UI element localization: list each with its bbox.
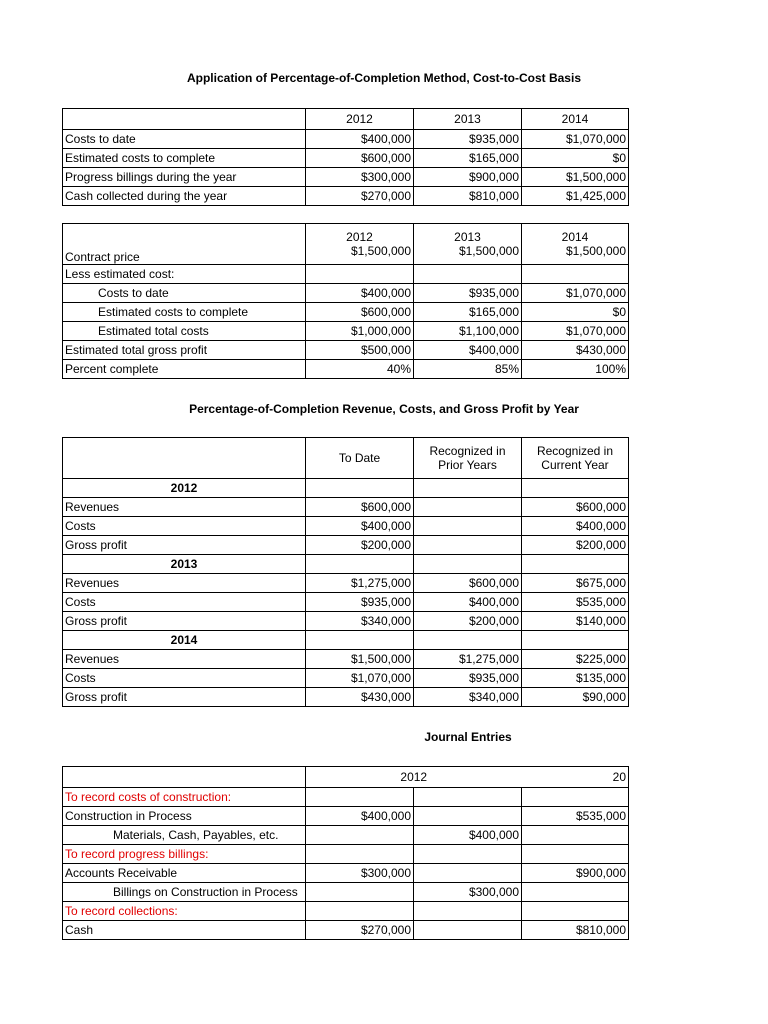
- row-label: Estimated costs to complete: [63, 149, 306, 168]
- row-label: Costs: [63, 593, 306, 612]
- cell-value: $900,000: [414, 168, 522, 187]
- cell-value: $200,000: [522, 536, 629, 555]
- entry-caption: To record progress billings:: [63, 845, 306, 864]
- year-label: 2013: [63, 555, 306, 574]
- table-row: [63, 612, 629, 631]
- table-row: [63, 130, 629, 149]
- cell-value: $675,000: [522, 574, 629, 593]
- cell-value: $340,000: [414, 688, 522, 707]
- cell-value: [306, 265, 414, 284]
- cell-value: $600,000: [306, 303, 414, 322]
- table-row: [63, 593, 629, 612]
- cell-value: $225,000: [522, 650, 629, 669]
- cell-value: $165,000: [414, 303, 522, 322]
- account-debit: Construction in Process: [63, 807, 306, 826]
- year-row: [63, 631, 629, 650]
- table-row: [63, 883, 629, 902]
- year-label: 2014: [561, 230, 589, 244]
- cell-value: $600,000: [414, 574, 522, 593]
- cell-value: $90,000: [522, 688, 629, 707]
- revenue-section-title: Percentage-of-Completion Revenue, Costs, and Gross Profit by Year: [189, 402, 579, 416]
- year-row: [63, 555, 629, 574]
- cell-value: [522, 883, 629, 902]
- cell-value: $1,500,000: [306, 650, 414, 669]
- year-label: 2012: [346, 230, 373, 244]
- row-label: Revenues: [63, 574, 306, 593]
- cell-value: $1,070,000: [306, 669, 414, 688]
- year-header: 2012: [306, 109, 414, 130]
- table-row: [63, 360, 629, 379]
- year-header: 20: [522, 767, 629, 788]
- cell-value: $1,100,000: [414, 322, 522, 341]
- cell-value: $200,000: [414, 612, 522, 631]
- table-row: [63, 517, 629, 536]
- cell-value: 40%: [306, 360, 414, 379]
- row-label: Costs: [63, 517, 306, 536]
- table-row: [63, 921, 629, 940]
- cell-value: [414, 807, 522, 826]
- empty-cell: [306, 845, 414, 864]
- cell-value: $135,000: [522, 669, 629, 688]
- cell-value: $1,000,000: [306, 322, 414, 341]
- empty-cell: [306, 631, 414, 650]
- year-label: 2012: [63, 479, 306, 498]
- gross-profit-table-header: [63, 224, 629, 265]
- empty-cell: [414, 479, 522, 498]
- empty-cell: [522, 555, 629, 574]
- cell-value: $0: [522, 149, 629, 168]
- table-row: [63, 669, 629, 688]
- cell-value: $935,000: [306, 593, 414, 612]
- costs-table: [62, 108, 629, 206]
- cell-value: $935,000: [414, 669, 522, 688]
- cell-value: [414, 864, 522, 883]
- entry-caption: To record costs of construction:: [63, 788, 306, 807]
- year-header: 2013: [414, 109, 522, 130]
- table-row: [63, 322, 629, 341]
- cell-value: $400,000: [522, 517, 629, 536]
- cell-value: $140,000: [522, 612, 629, 631]
- empty-cell: [414, 845, 522, 864]
- cell-value: [522, 826, 629, 845]
- table-row: [63, 826, 629, 845]
- cell-value: $935,000: [414, 284, 522, 303]
- cell-value: 85%: [414, 360, 522, 379]
- journal-table-header: [63, 767, 629, 788]
- empty-cell: [522, 845, 629, 864]
- revenue-table-corner: [63, 438, 306, 479]
- table-row: [63, 303, 629, 322]
- year-header: [414, 224, 522, 265]
- table-row: [63, 536, 629, 555]
- row-label: Cash collected during the year: [63, 187, 306, 206]
- empty-cell: [306, 555, 414, 574]
- revenue-table-header: [63, 438, 629, 479]
- cell-value: $430,000: [306, 688, 414, 707]
- year-header: 2014: [522, 109, 629, 130]
- cell-value: $810,000: [414, 187, 522, 206]
- column-header: To Date: [306, 438, 414, 479]
- table-row: [63, 688, 629, 707]
- cell-value: $600,000: [306, 149, 414, 168]
- contract-price-value: $1,500,000: [565, 244, 626, 258]
- account-credit: Billings on Construction in Process: [63, 883, 306, 902]
- table-row: [63, 284, 629, 303]
- cell-value: $400,000: [414, 341, 522, 360]
- cell-value: $340,000: [306, 612, 414, 631]
- gross-profit-table: [62, 223, 629, 379]
- row-label: Costs to date: [63, 130, 306, 149]
- cell-value: $400,000: [306, 284, 414, 303]
- empty-cell: [522, 902, 629, 921]
- row-label: Revenues: [63, 650, 306, 669]
- cell-value: [414, 517, 522, 536]
- cell-value: 100%: [522, 360, 629, 379]
- cell-value: $1,070,000: [522, 322, 629, 341]
- table-row: [63, 650, 629, 669]
- table-row: [63, 788, 629, 807]
- row-label: Progress billings during the year: [63, 168, 306, 187]
- account-debit: Accounts Receivable: [63, 864, 306, 883]
- empty-cell: [414, 631, 522, 650]
- row-label: Revenues: [63, 498, 306, 517]
- main-title: Application of Percentage-of-Completion Method, Cost-to-Cost Basis: [186, 71, 581, 85]
- cell-value: $1,500,000: [522, 168, 629, 187]
- cell-value: $400,000: [414, 593, 522, 612]
- cell-value: $600,000: [306, 498, 414, 517]
- table-row: [63, 845, 629, 864]
- table-row: [63, 574, 629, 593]
- cell-value: $400,000: [414, 826, 522, 845]
- cell-value: $1,070,000: [522, 284, 629, 303]
- year-header: 2012: [306, 767, 522, 788]
- cell-value: [414, 265, 522, 284]
- cell-value: $535,000: [522, 593, 629, 612]
- contract-price-value: $1,500,000: [458, 244, 519, 258]
- empty-cell: [414, 902, 522, 921]
- cell-value: $270,000: [306, 187, 414, 206]
- row-label: Contract price: [63, 224, 306, 265]
- table-row: [63, 187, 629, 206]
- entry-caption: To record collections:: [63, 902, 306, 921]
- cell-value: [414, 498, 522, 517]
- column-header: Recognized in Current Year: [522, 438, 629, 479]
- row-label: Costs: [63, 669, 306, 688]
- empty-cell: [522, 479, 629, 498]
- row-label: Estimated costs to complete: [63, 303, 306, 322]
- cell-value: $500,000: [306, 341, 414, 360]
- journal-table: [62, 766, 629, 940]
- revenue-table: [62, 437, 629, 707]
- year-label: 2013: [454, 230, 481, 244]
- cell-value: $300,000: [306, 864, 414, 883]
- cell-value: $1,275,000: [306, 574, 414, 593]
- empty-cell: [306, 902, 414, 921]
- table-row: [63, 168, 629, 187]
- cell-value: $1,070,000: [522, 130, 629, 149]
- empty-cell: [414, 555, 522, 574]
- cell-value: $400,000: [306, 517, 414, 536]
- costs-table-header: [63, 109, 629, 130]
- journal-title: Journal Entries: [424, 730, 512, 744]
- account-credit: Materials, Cash, Payables, etc.: [63, 826, 306, 845]
- cell-value: $600,000: [522, 498, 629, 517]
- cell-value: $200,000: [306, 536, 414, 555]
- year-row: [63, 479, 629, 498]
- account-debit: Cash: [63, 921, 306, 940]
- cell-value: $165,000: [414, 149, 522, 168]
- row-label: Less estimated cost:: [63, 265, 306, 284]
- cell-value: $300,000: [414, 883, 522, 902]
- row-label: Estimated total costs: [63, 322, 306, 341]
- row-label: Gross profit: [63, 688, 306, 707]
- table-row: [63, 149, 629, 168]
- column-header: Recognized in Prior Years: [414, 438, 522, 479]
- cell-value: [414, 536, 522, 555]
- cell-value: [306, 883, 414, 902]
- row-label: Estimated total gross profit: [63, 341, 306, 360]
- cell-value: $810,000: [522, 921, 629, 940]
- cell-value: $430,000: [522, 341, 629, 360]
- cell-value: $1,275,000: [414, 650, 522, 669]
- empty-cell: [306, 788, 414, 807]
- cell-value: [306, 826, 414, 845]
- row-label: Percent complete: [63, 360, 306, 379]
- cell-value: $935,000: [414, 130, 522, 149]
- table-row: [63, 265, 629, 284]
- cell-value: [414, 921, 522, 940]
- table-row: [63, 498, 629, 517]
- cell-value: $535,000: [522, 807, 629, 826]
- table-row: [63, 807, 629, 826]
- costs-table-corner: [63, 109, 306, 130]
- empty-cell: [414, 788, 522, 807]
- cell-value: [522, 265, 629, 284]
- empty-cell: [306, 479, 414, 498]
- cell-value: $0: [522, 303, 629, 322]
- journal-table-corner: [63, 767, 306, 788]
- contract-price-value: $1,500,000: [350, 244, 411, 258]
- row-label: Costs to date: [63, 284, 306, 303]
- row-label: Gross profit: [63, 612, 306, 631]
- cell-value: $270,000: [306, 921, 414, 940]
- row-label: Gross profit: [63, 536, 306, 555]
- cell-value: $400,000: [306, 130, 414, 149]
- table-row: [63, 864, 629, 883]
- cell-value: $300,000: [306, 168, 414, 187]
- year-header: [522, 224, 629, 265]
- empty-cell: [522, 631, 629, 650]
- cell-value: $400,000: [306, 807, 414, 826]
- cell-value: $1,425,000: [522, 187, 629, 206]
- empty-cell: [522, 788, 629, 807]
- year-header: [306, 224, 414, 265]
- cell-value: $900,000: [522, 864, 629, 883]
- table-row: [63, 902, 629, 921]
- table-row: [63, 341, 629, 360]
- year-label: 2014: [63, 631, 306, 650]
